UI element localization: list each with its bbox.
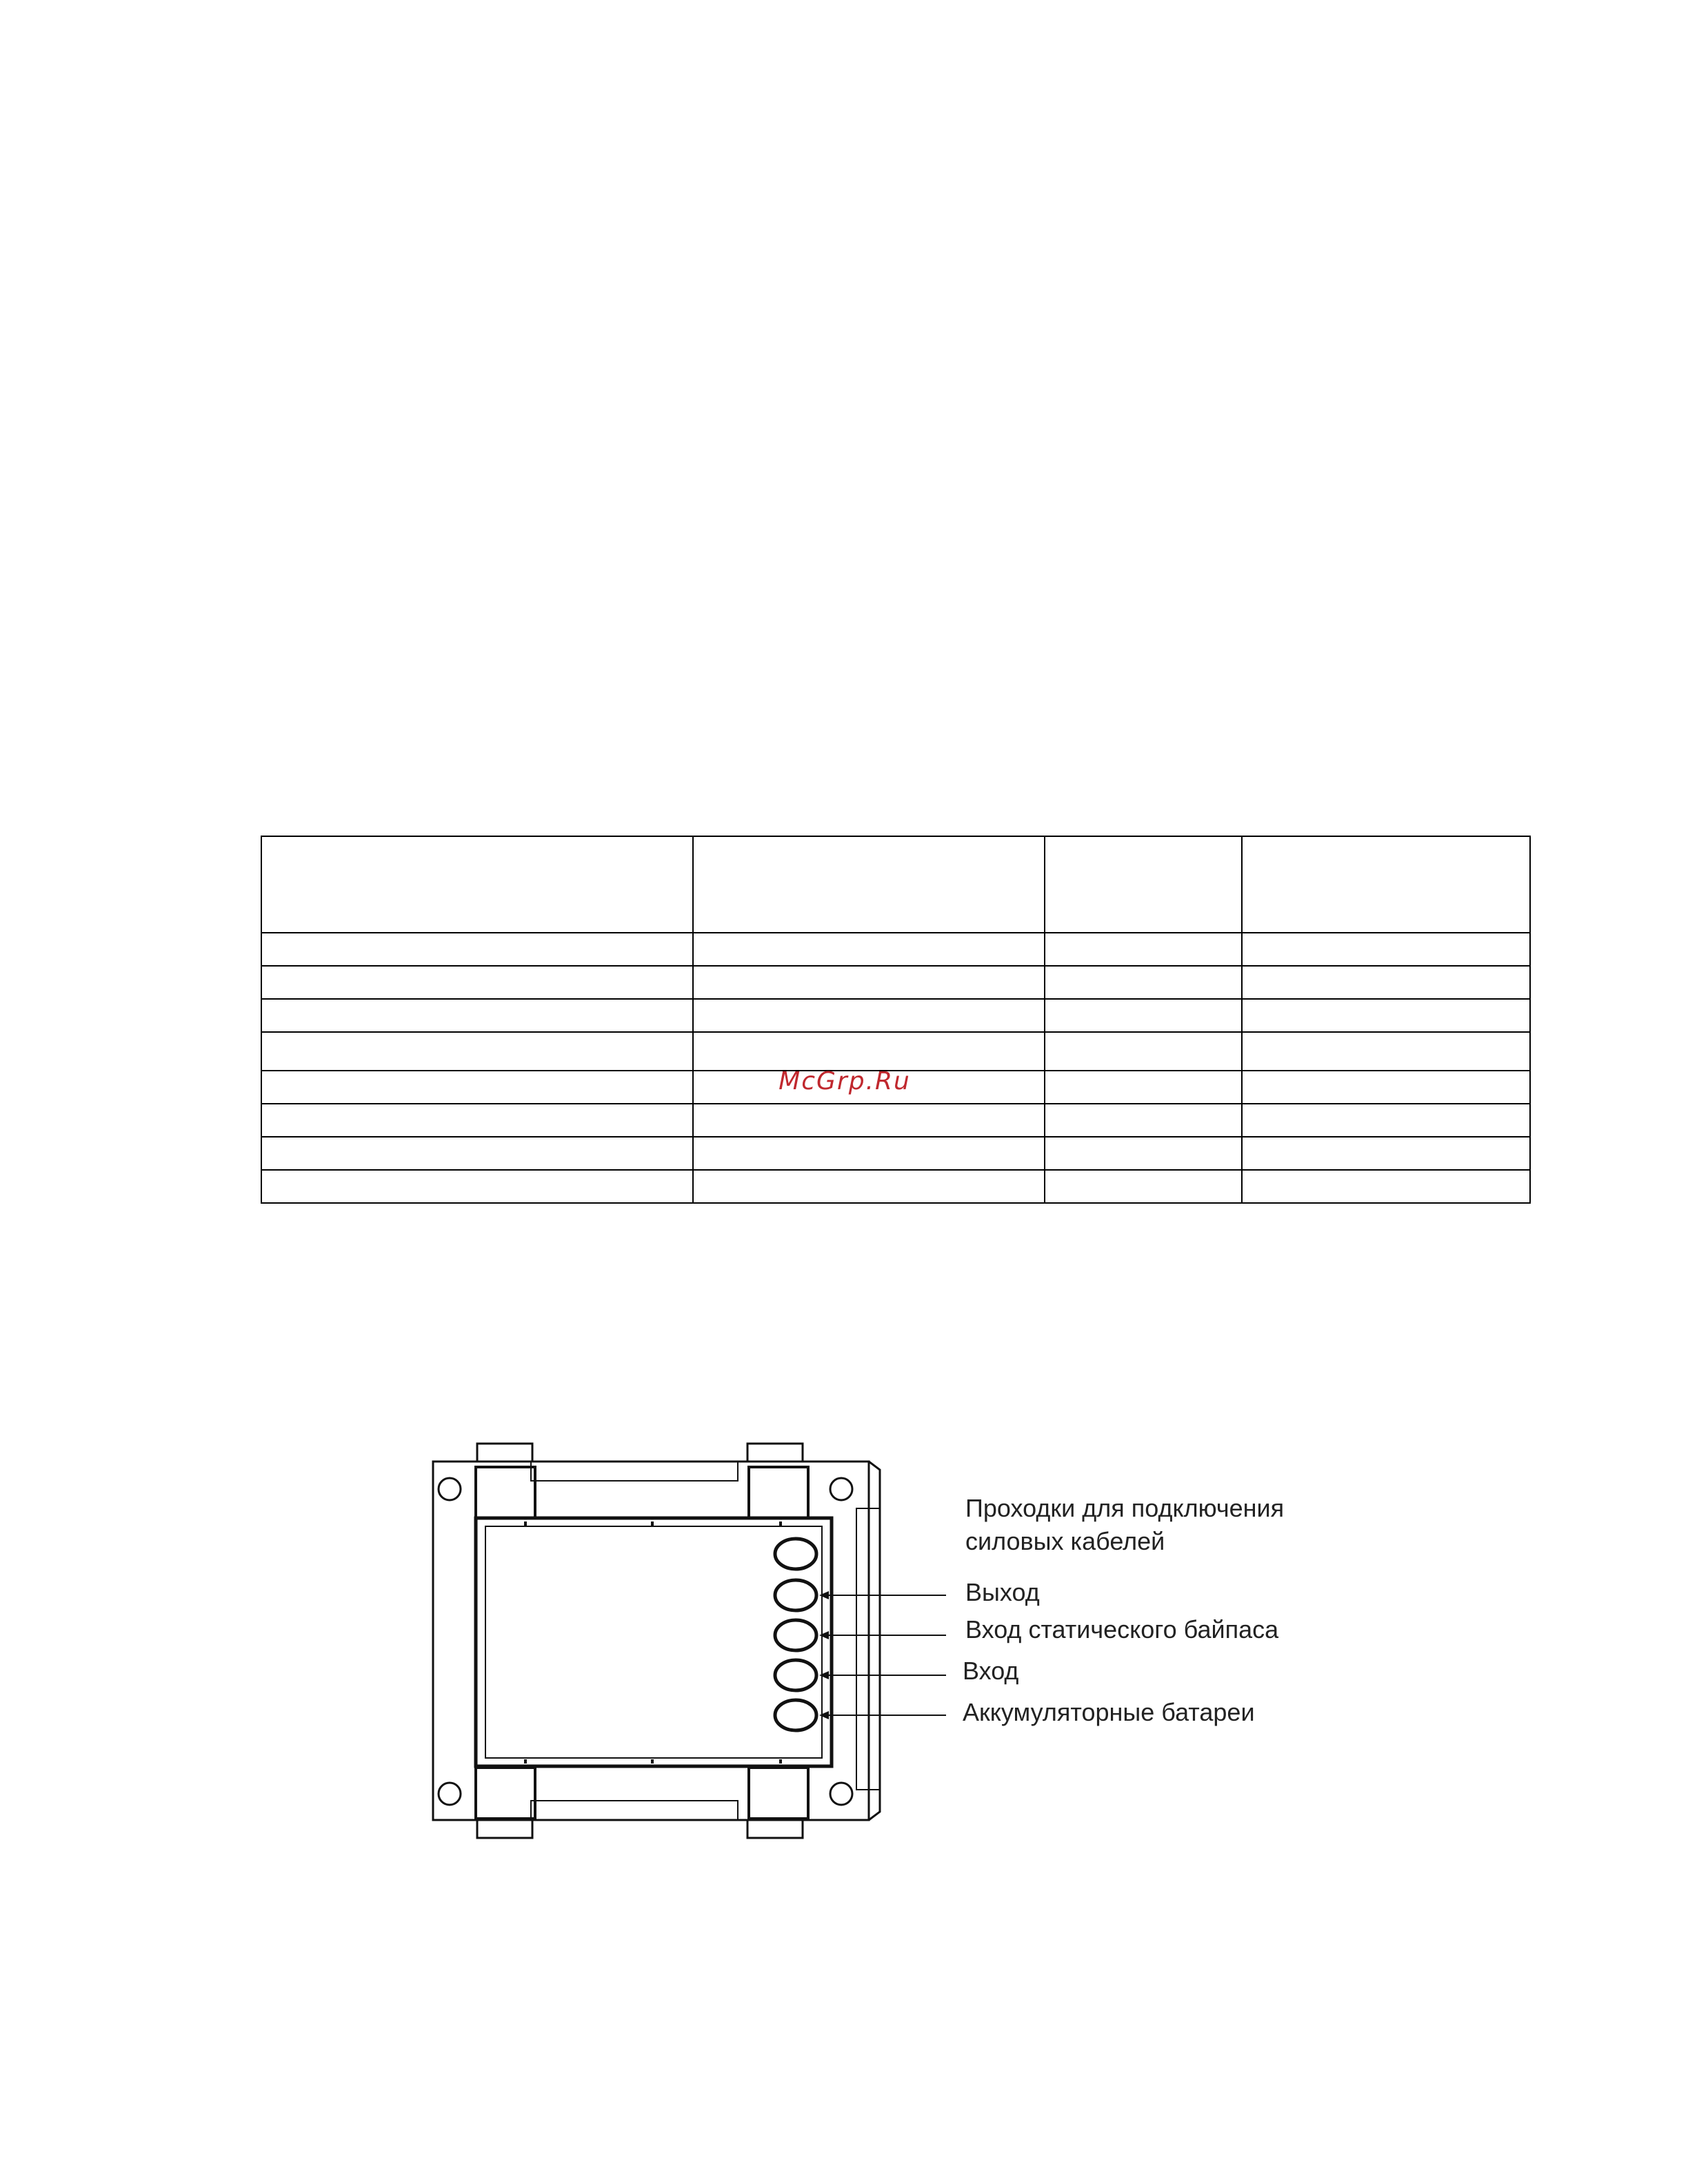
table-cell: [1242, 1071, 1530, 1104]
caster: [439, 1478, 461, 1500]
table-cell: [693, 1170, 1045, 1203]
table-cell: [1242, 1032, 1530, 1071]
table-cell: [1242, 1137, 1530, 1170]
table-row: [261, 933, 1530, 966]
table-cell: [1242, 933, 1530, 966]
cable-entry-hole: [775, 1660, 816, 1690]
table-cell: [693, 836, 1045, 933]
table-cell: [261, 933, 693, 966]
table-cell: [261, 1071, 693, 1104]
foot-top-left: [476, 1467, 535, 1518]
cable-entry-hole: [775, 1620, 816, 1650]
diagram-title-line1: Проходки для подключения: [965, 1494, 1285, 1522]
table-cell: [261, 966, 693, 999]
table-cell: [1045, 1170, 1242, 1203]
table-cell: [693, 999, 1045, 1032]
cable-entry-hole: [775, 1700, 816, 1730]
cable-entry-hole: [775, 1580, 816, 1610]
table-cell: [693, 1104, 1045, 1137]
caster: [830, 1478, 852, 1500]
arrow-head: [819, 1591, 829, 1599]
table-cell: [1242, 1170, 1530, 1203]
table-cell: [1045, 933, 1242, 966]
table-row: [261, 1104, 1530, 1137]
table-row: [261, 999, 1530, 1032]
caster: [439, 1783, 461, 1805]
label-batteries: Аккумуляторные батареи: [963, 1698, 1255, 1726]
table-cell: [1045, 1104, 1242, 1137]
table-row: [261, 1170, 1530, 1203]
table-cell: [1045, 836, 1242, 933]
foot-bottom-right: [749, 1768, 808, 1819]
table-cell: [1045, 1071, 1242, 1104]
label-output: Выход: [965, 1578, 1040, 1606]
table-cell: [1242, 966, 1530, 999]
cable-entry-hole: [775, 1539, 816, 1569]
table-cell: [693, 1032, 1045, 1071]
foot-bottom-left: [476, 1768, 535, 1819]
door-panel: [869, 1462, 880, 1820]
diagram-title-line2: силовых кабелей: [965, 1527, 1165, 1555]
table-cell: [261, 999, 693, 1032]
empty-table: [261, 836, 1531, 1204]
table-cell: [261, 1104, 693, 1137]
table-cell: [1045, 1137, 1242, 1170]
table-cell: [1242, 999, 1530, 1032]
table-cell: [1045, 1032, 1242, 1071]
table-cell: [693, 966, 1045, 999]
label-bypass-input: Вход статического байпаса: [965, 1615, 1279, 1644]
table-row: [261, 1032, 1530, 1071]
table-row: [261, 1137, 1530, 1170]
cabinet-bottom-view-diagram: [414, 1434, 979, 1875]
arrow-head: [819, 1671, 829, 1679]
label-input: Вход: [963, 1657, 1019, 1685]
table-cell: [693, 1137, 1045, 1170]
arrow-head: [819, 1711, 829, 1719]
table-cell: [261, 836, 693, 933]
table-cell: [693, 933, 1045, 966]
table-cell: [1242, 1104, 1530, 1137]
table-row: [261, 966, 1530, 999]
table-cell: [1242, 836, 1530, 933]
watermark: McGrp.Ru: [778, 1067, 911, 1095]
caster: [830, 1783, 852, 1805]
table-cell: [1045, 999, 1242, 1032]
foot-top-right: [749, 1467, 808, 1518]
table-cell: [261, 1032, 693, 1071]
table-cell: [261, 1137, 693, 1170]
table-cell: [1045, 966, 1242, 999]
arrow-head: [819, 1631, 829, 1639]
table-row: [261, 836, 1530, 933]
table-cell: [261, 1170, 693, 1203]
